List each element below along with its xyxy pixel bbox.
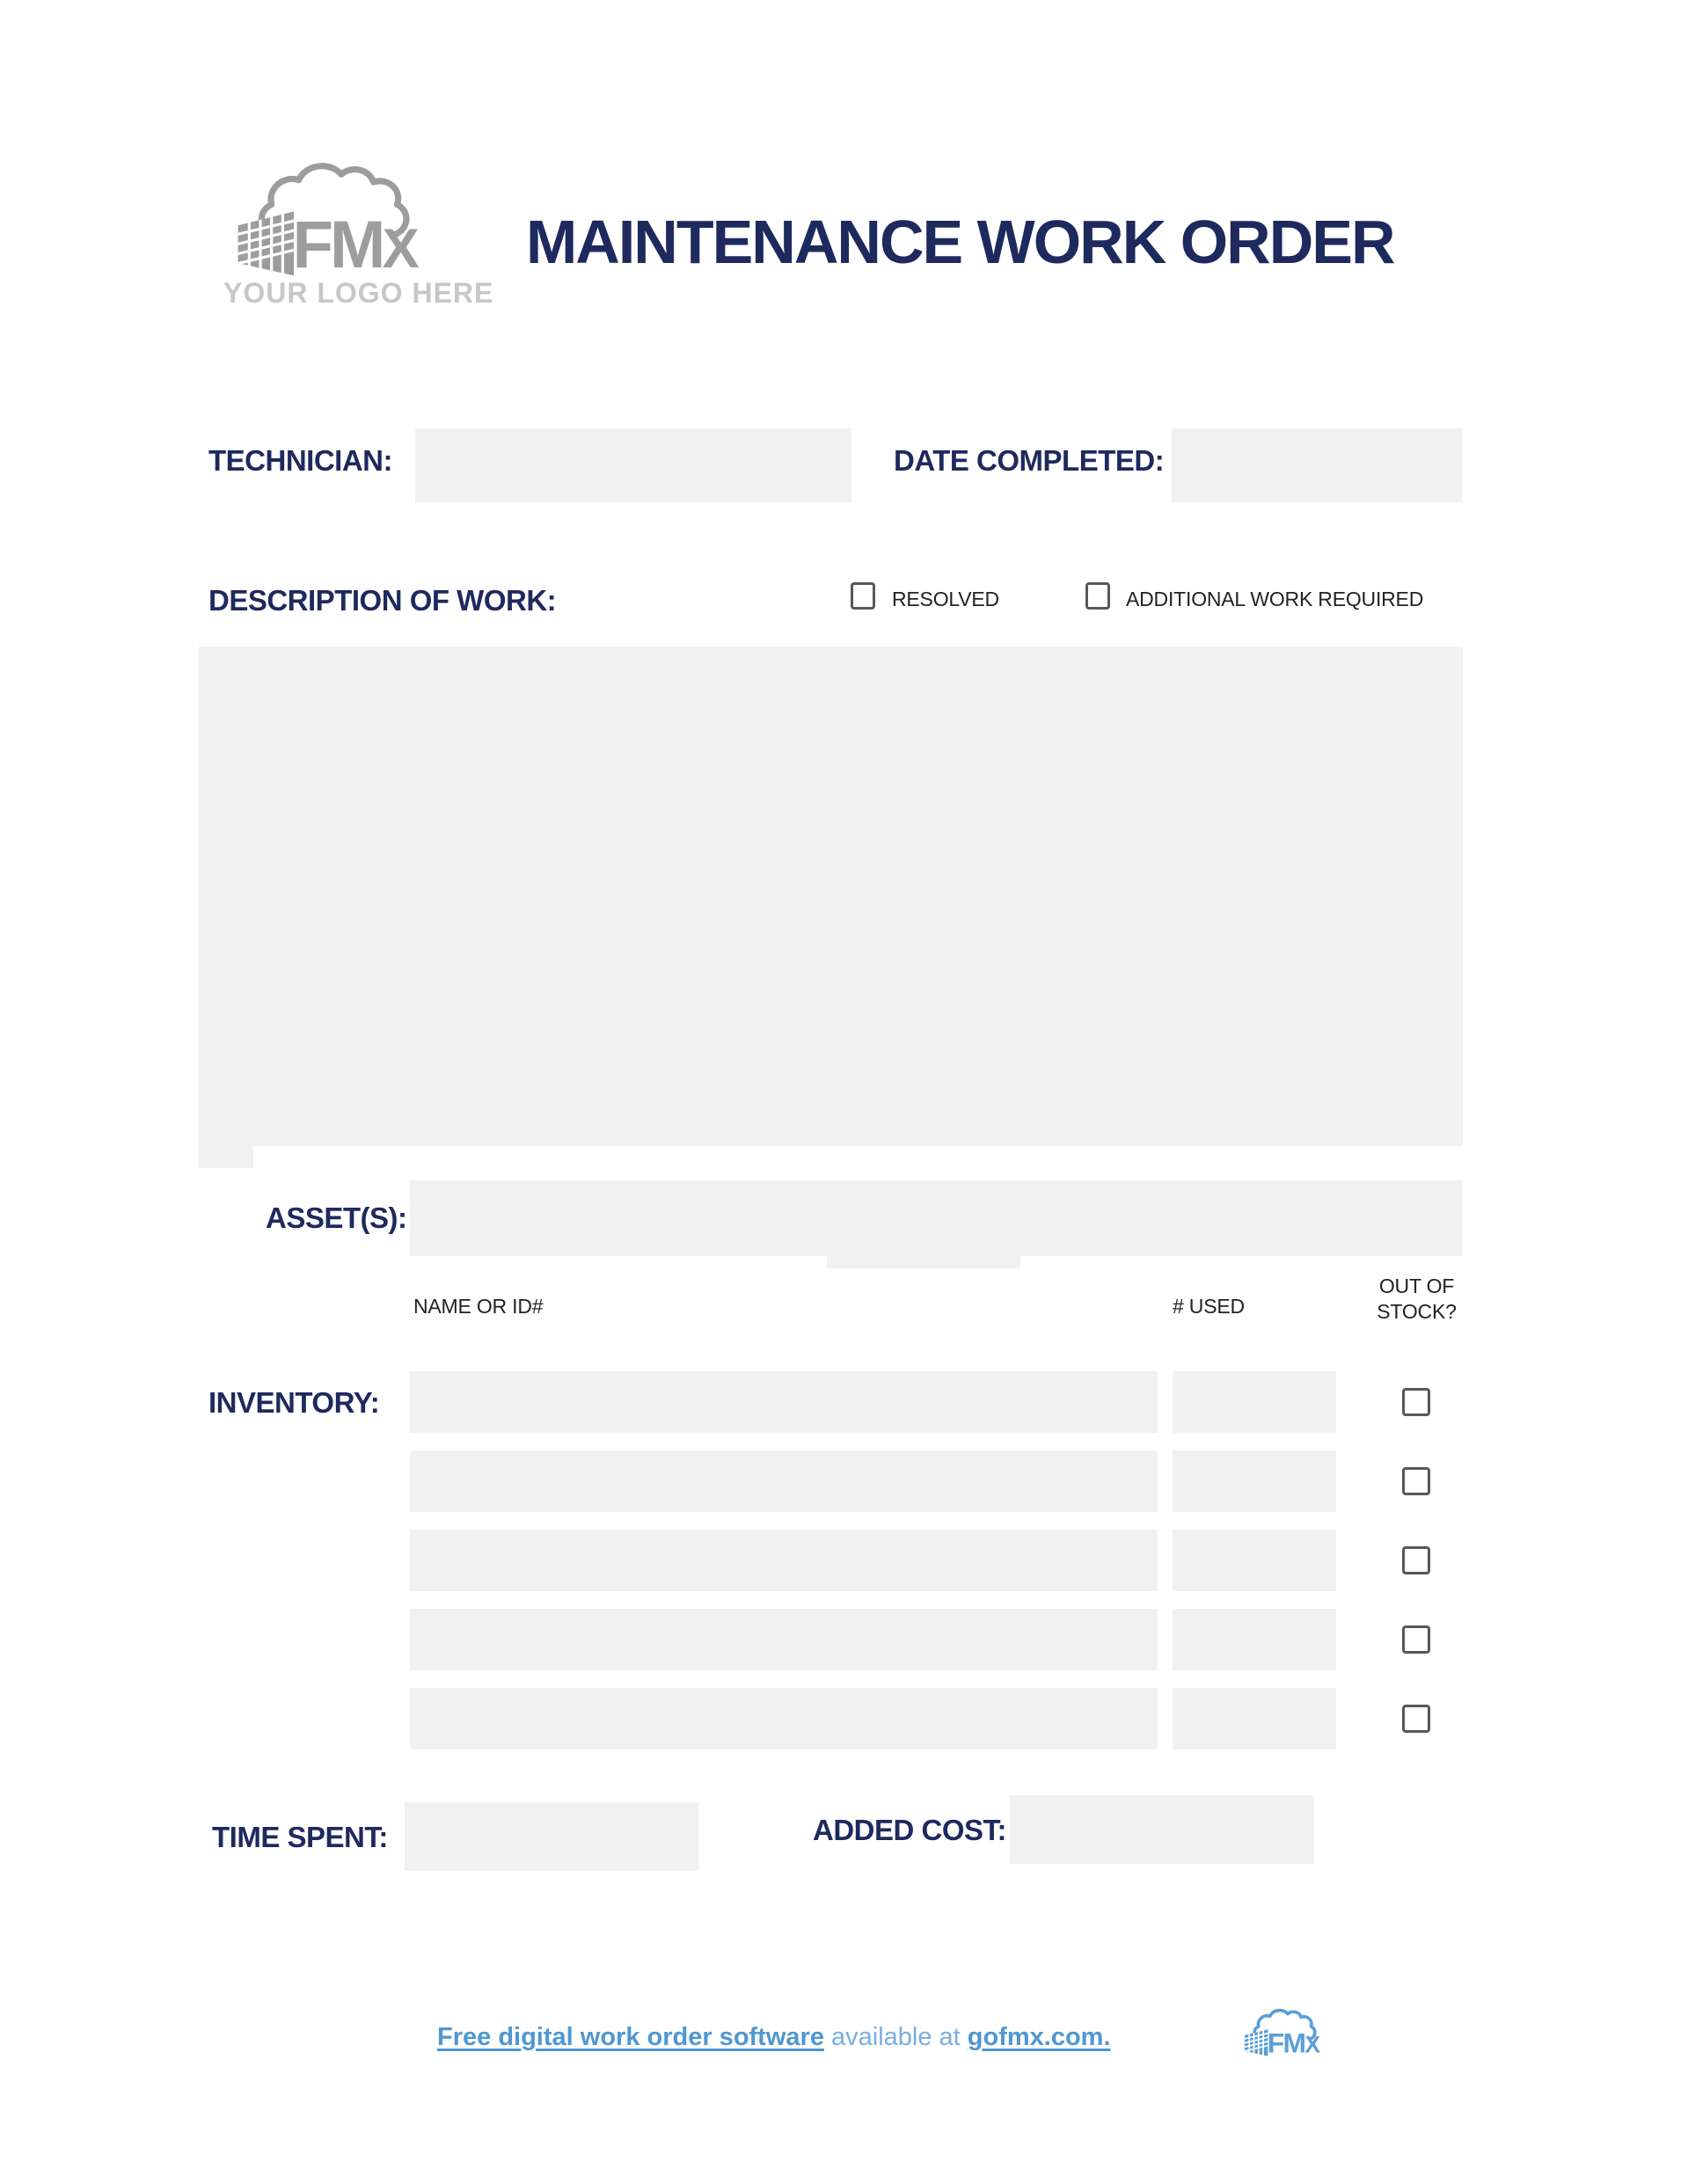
assets-box-notch (827, 1254, 1020, 1268)
resolved-checkbox[interactable] (851, 582, 875, 610)
inventory-row (0, 1688, 1688, 1749)
inventory-name-input[interactable] (410, 1371, 1158, 1433)
page-title: MAINTENANCE WORK ORDER (526, 208, 1394, 276)
free-software-link[interactable]: Free digital work order software (437, 2023, 824, 2051)
fmx-cloud-building-logo (220, 158, 429, 281)
date-completed-label: DATE COMPLETED: (894, 444, 1165, 477)
technician-label: TECHNICIAN: (208, 444, 392, 477)
inventory-row (0, 1609, 1688, 1670)
inventory-row (0, 1450, 1688, 1512)
inventory-name-input[interactable] (410, 1609, 1158, 1670)
out-of-stock-checkbox[interactable] (1402, 1705, 1430, 1733)
svg-text:FMX: FMX (1267, 2027, 1319, 2058)
added-cost-label: ADDED COST: (813, 1814, 1007, 1846)
inventory-row (0, 1371, 1688, 1433)
assets-input[interactable] (410, 1180, 1462, 1256)
description-of-work-input[interactable] (199, 646, 1463, 1146)
additional-work-required-label: ADDITIONAL WORK REQUIRED (1126, 588, 1424, 610)
additional-work-required-checkbox[interactable] (1085, 582, 1110, 610)
your-logo-here-text: YOUR LOGO HERE (223, 277, 494, 309)
svg-text:FMX: FMX (292, 207, 416, 281)
footer-text (437, 2023, 1111, 2052)
inventory-label: INVENTORY: (208, 1386, 380, 1419)
description-box-step (199, 1143, 253, 1168)
inventory-used-input[interactable] (1173, 1688, 1336, 1749)
inventory-row (0, 1530, 1688, 1591)
assets-label: ASSET(S): (266, 1202, 407, 1234)
out-of-stock-checkbox[interactable] (1402, 1625, 1430, 1654)
inventory-used-input[interactable] (1173, 1609, 1336, 1670)
technician-input[interactable] (415, 428, 851, 502)
column-header-out-of-stock: OUT OF STOCK? (1377, 1275, 1457, 1323)
inventory-used-input[interactable] (1173, 1371, 1336, 1433)
description-of-work-label: DESCRIPTION OF WORK: (208, 584, 557, 617)
gofmx-link[interactable]: gofmx.com. (967, 2023, 1111, 2051)
out-of-stock-checkbox[interactable] (1402, 1546, 1430, 1574)
fmx-footer-logo (1237, 2007, 1325, 2058)
out-of-stock-checkbox[interactable] (1402, 1467, 1430, 1495)
footer-middle-text: available at (823, 2023, 968, 2051)
out-of-stock-checkbox[interactable] (1402, 1388, 1430, 1416)
resolved-label: RESOLVED (892, 588, 999, 610)
inventory-name-input[interactable] (410, 1688, 1158, 1749)
column-header-name-or-id: NAME OR ID# (413, 1295, 544, 1318)
date-completed-input[interactable] (1172, 428, 1462, 502)
inventory-name-input[interactable] (410, 1530, 1158, 1591)
inventory-used-input[interactable] (1173, 1450, 1336, 1512)
inventory-name-input[interactable] (410, 1450, 1158, 1512)
inventory-used-input[interactable] (1173, 1530, 1336, 1591)
time-spent-label: TIME SPENT: (212, 1821, 388, 1853)
added-cost-input[interactable] (1010, 1795, 1314, 1864)
time-spent-input[interactable] (405, 1802, 698, 1871)
column-header-used: # USED (1173, 1295, 1245, 1318)
